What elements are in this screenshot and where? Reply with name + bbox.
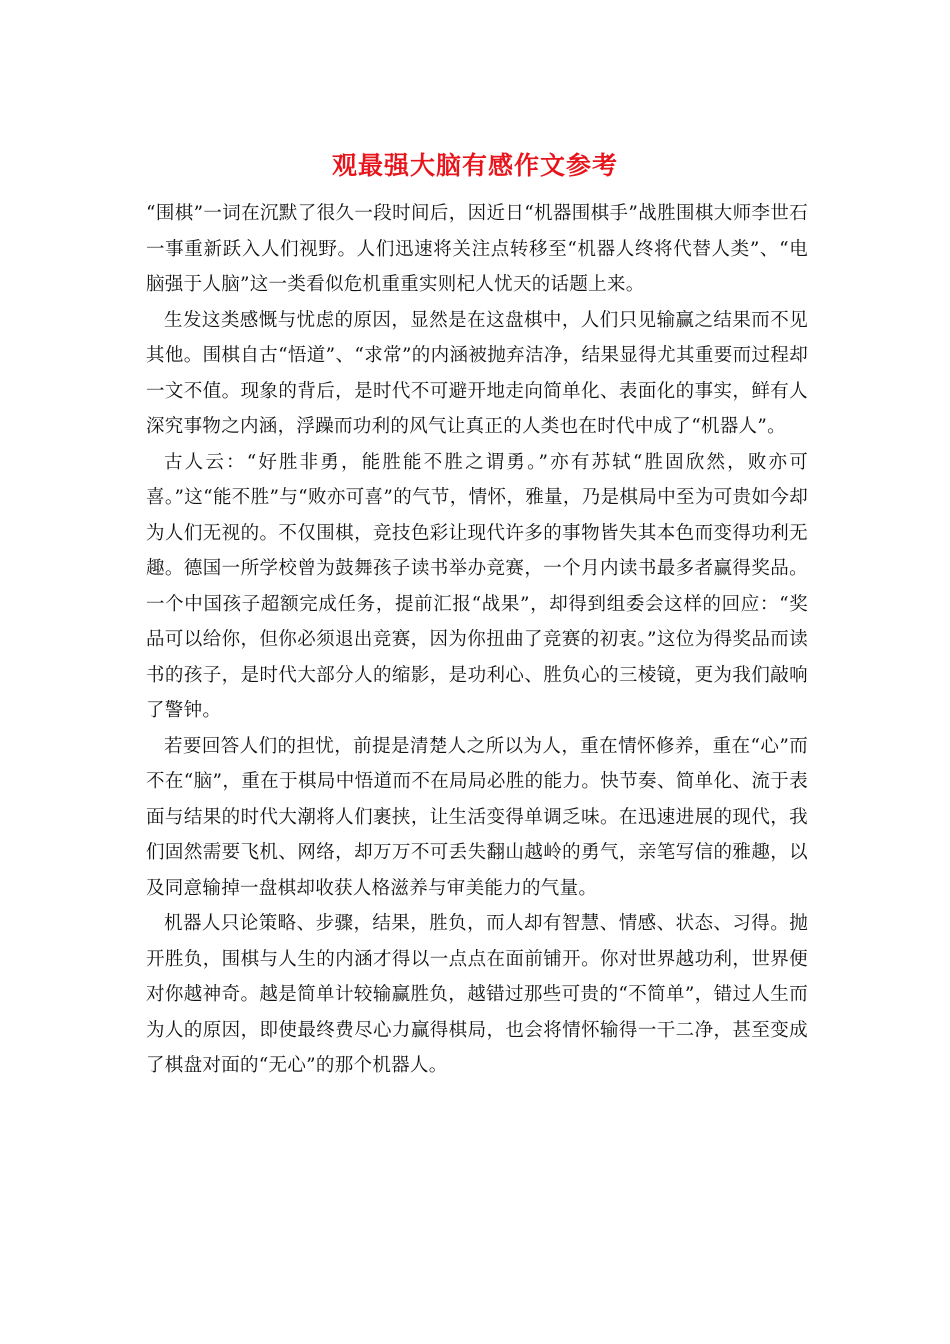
paragraph-5: 机器人只论策略、步骤，结果，胜负，而人却有智慧、情感、状态、习得。抛开胜负，围棋与人生的内涵才得以一点点在面前铺开。你对世界越功利，世界便对你越神奇。越是简单计较输赢胜负，越错过那些可贵的“不简单”，错过人生而为人的原因，即使最终费尽心力赢得棋局，也会将情怀输得一干二净，甚至变成了棋盘对面的“无心”的那个机器人。 — [146, 913, 808, 1076]
paragraph-1: “围棋”一词在沉默了很久一段时间后，因近日“机器围棋手”战胜围棋大师李世石一事重新跃入人们视野。人们迅速将关注点转移至“机器人终将代替人类”、“电脑强于人脑”这一类看似危机重重实则杞人忧天的话题上来。 — [146, 203, 808, 295]
paragraph-4: 若要回答人们的担忧，前提是清楚人之所以为人，重在情怀修养，重在“心”而不在“脑”，重在于棋局中悟道而不在局局必胜的能力。快节奏、简单化、流于表面与结果的时代大潮将人们裹挟，让生活变得单调乏味。在迅速进展的现代，我们固然需要飞机、网络，却万万不可丢失翻山越岭的勇气，亲笔写信的雅趣，以及同意输掉一盘棋却收获人格滋养与审美能力的气量。 — [146, 735, 808, 899]
document-title: 观最强大脑有感作文参考 — [331, 151, 618, 180]
paragraph-2: 生发这类感慨与忧虑的原因，显然是在这盘棋中，人们只见输赢之结果而不见其他。围棋自古“悟道”、“求常”的内涵被抛弃洁净，结果显得尤其重要而过程却一文不值。现象的背后，是时代不可避开地走向简单化、表面化的事实，鲜有人深究事物之内涵，浮躁而功利的风气让真正的人类也在时代中成了“机器人”。 — [146, 309, 808, 437]
paragraph-3: 古人云：“好胜非勇，能胜能不胜之谓勇。”亦有苏轼“胜固欣然，败亦可喜。”这“能不胜”与“败亦可喜”的气节，情怀，雅量，乃是棋局中至为可贵如今却为人们无视的。不仅围棋，竞技色彩让现代许多的事物皆失其本色而变得功利无趣。德国一所学校曾为鼓舞孩子读书举办竞赛，一个月内读书最多者赢得奖品。一个中国孩子超额完成任务，提前汇报“战果”，却得到组委会这样的回应：“奖品可以给你，但你必须退出竞赛，因为你扭曲了竞赛的初衷。”这位为得奖品而读书的孩子，是时代大部分人的缩影，是功利心、胜负心的三棱镜，更为我们敲响了警钟。 — [146, 451, 808, 721]
document-body — [146, 196, 808, 1084]
